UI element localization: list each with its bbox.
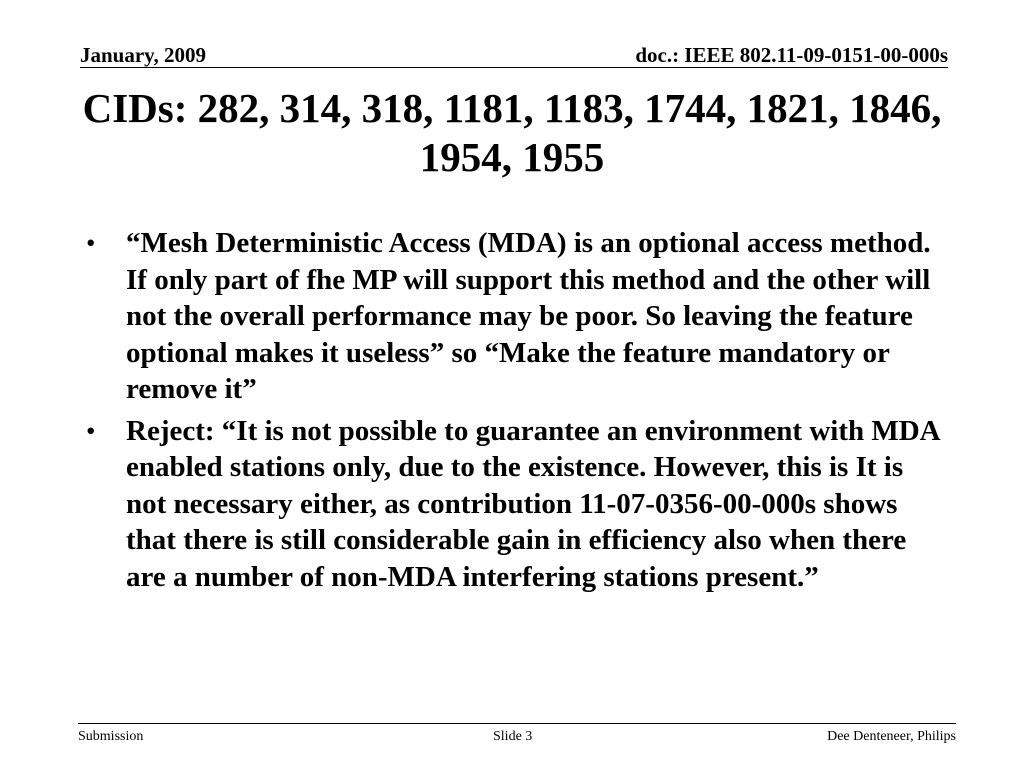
bullet-text-comment: “Mesh Deterministic Access (MDA) is an optional access method. If only part of fhe MP will support this method and the other will not the overall performance may be poor. So leaving the feature optional makes it useless” so “Make the feature mandatory or remove it” xyxy=(126,227,931,405)
bullet-text-resolution: Reject: “It is not possible to guarantee an environment with MDA enabled stations only, due to the existence. However, this is It is not necessary either, as contribution 11-07-0356-00-000s shows that there is still considerable gain in efficiency also when there are a number of non-MDA interfering stations present.” xyxy=(126,414,940,593)
bullet-list xyxy=(84,225,944,600)
bullet-icon: • xyxy=(86,228,96,258)
bullet-icon: • xyxy=(86,415,96,446)
header-divider xyxy=(80,67,948,68)
footer-divider xyxy=(78,723,956,724)
bullet-item-comment xyxy=(84,225,944,408)
footer-author: Dee Denteneer, Philips xyxy=(827,729,956,744)
bullet-item-resolution xyxy=(84,413,944,596)
header-date: January, 2009 xyxy=(80,43,207,67)
footer-slide-number: Slide 3 xyxy=(493,729,533,744)
header-doc-id: doc.: IEEE 802.11-09-0151-00-000s xyxy=(635,43,948,67)
footer-submission: Submission xyxy=(78,729,144,744)
slide-title: CIDs: 282, 314, 318, 1181, 1183, 1744, 1821, 1846, 1954, 1955 xyxy=(82,85,942,180)
